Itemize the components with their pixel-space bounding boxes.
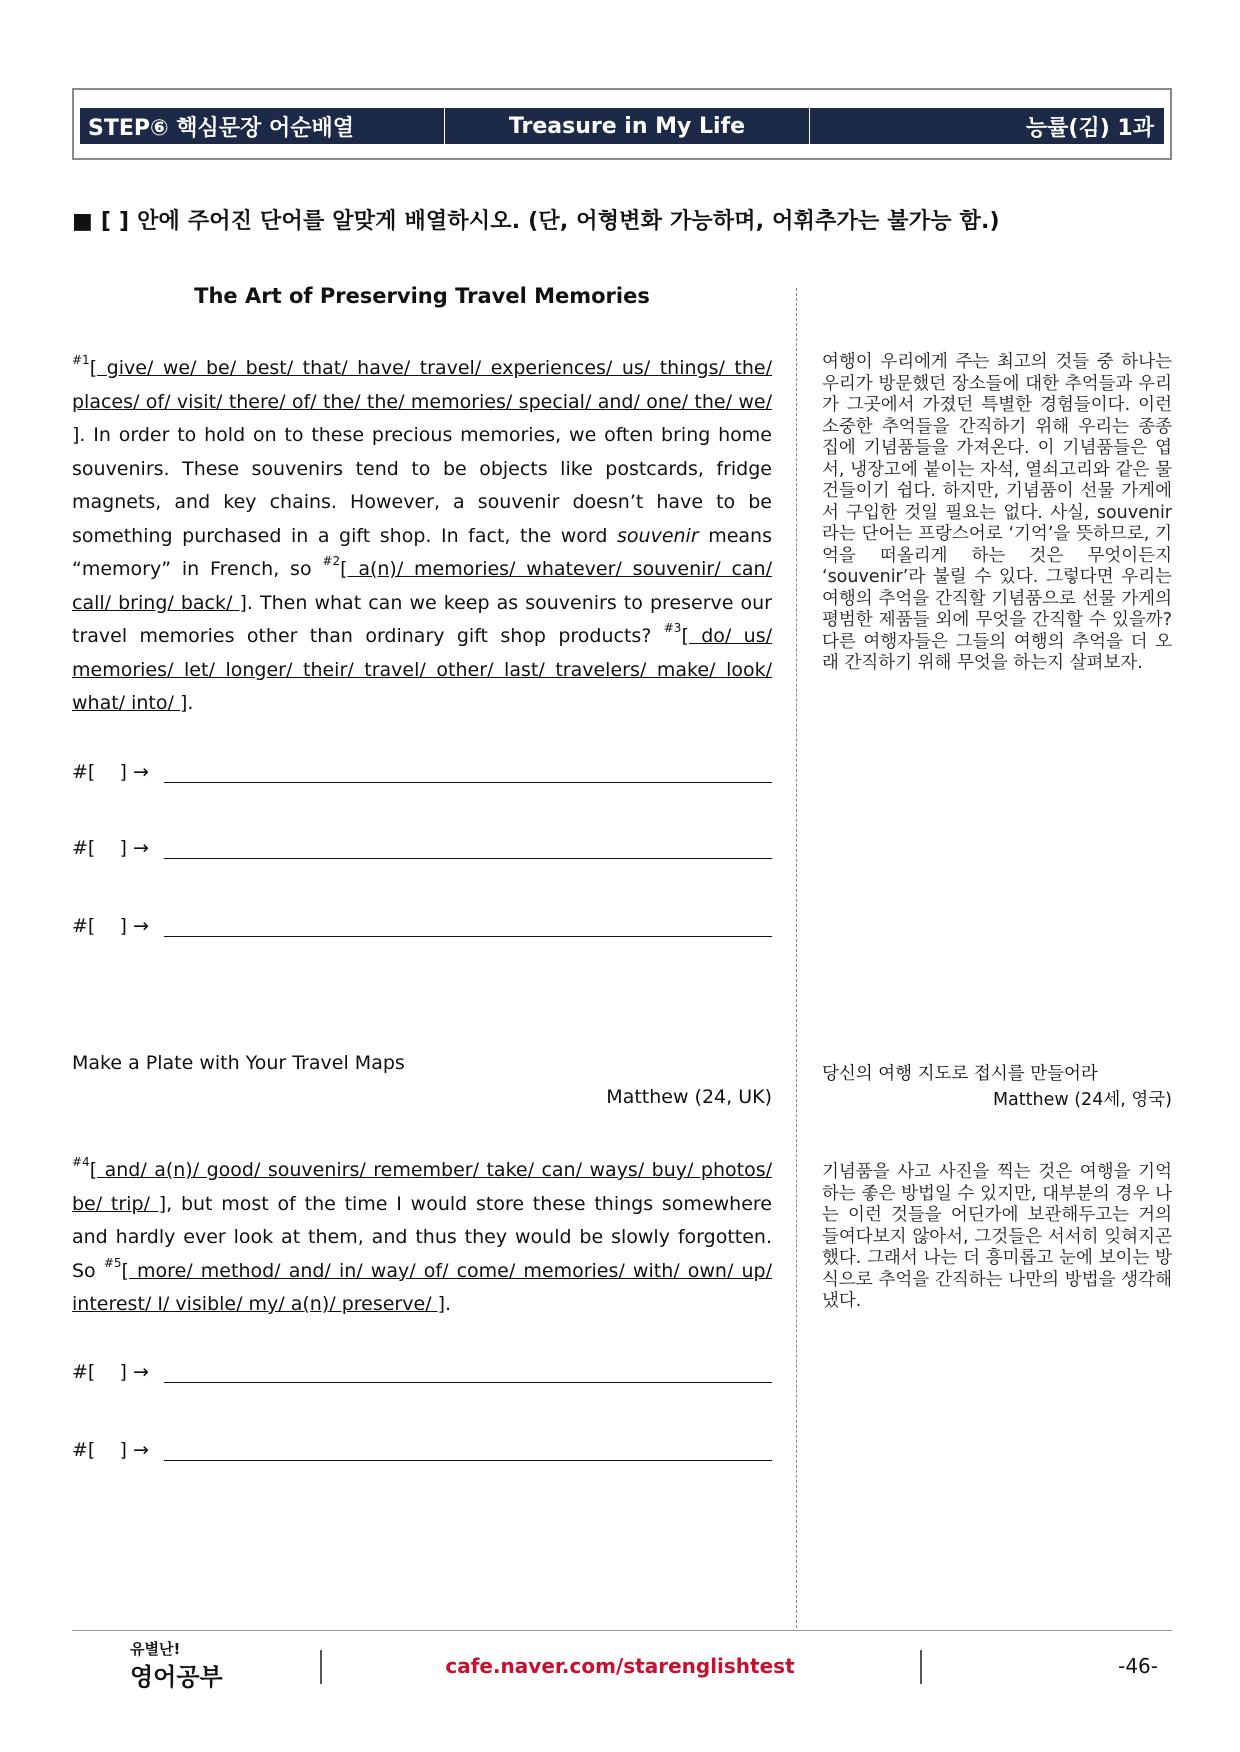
answer-line-3[interactable] bbox=[72, 914, 772, 937]
marker-3: #3 bbox=[663, 621, 682, 635]
marker-4: #4 bbox=[72, 1155, 90, 1169]
footer-url-link[interactable]: cafe.naver.com/starenglishtest bbox=[445, 1654, 795, 1678]
answer-line-4[interactable] bbox=[72, 1360, 772, 1383]
passage2-korean: 기념품을 사고 사진을 찍는 것은 여행을 기억하는 좋은 방법일 수 있지만, 대부분의 경우 나는 이런 것들을 어딘가에 보관해두고는 거의 들여다보지 않아서, 그것들은 서서히 잊혀지곤 했다. 그래서 나는 더 흥미롭고 눈에 보이는 방식으로 추억을 간직하는 나만의 방법을 생각해냈다. bbox=[822, 1162, 1172, 1311]
passage1-text-1: . In order to hold on to these precious memories, we often bring home souvenirs. These souvenirs tend to be objects like postcards, fridge magnets, and key chains. However, a souvenir doesn’t have to be something purchased in a gift shop. In fact, the word bbox=[72, 424, 772, 547]
scramble-4: [ and/ a(n)/ good/ souvenirs/ remember/ take/ can/ ways/ buy/ photos/ be/ trip/ ] bbox=[72, 1159, 772, 1215]
answer-line-1[interactable] bbox=[72, 760, 772, 783]
page-number: -46- bbox=[1118, 1654, 1158, 1678]
header-lesson-title: Treasure in My Life bbox=[445, 108, 810, 144]
passage2-author: Matthew (24, UK) bbox=[606, 1086, 772, 1108]
logo-line-1: 유별난! bbox=[130, 1640, 181, 1658]
scramble-5: [ more/ method/ and/ in/ way/ of/ come/ memories/ with/ own/ up/ interest/ I/ visible/ my/ a(n)/ preserve/ ] bbox=[72, 1259, 772, 1315]
passage1-korean: 여행이 우리에게 주는 최고의 것들 중 하나는 우리가 방문했던 장소들에 대한 추억들과 우리가 그곳에서 가졌던 특별한 경험들이다. 이런 소중한 추억들을 간직하기 위해 우리는 종종 집에 기념품들을 가져온다. 이 기념품들은 엽서, 냉장고에 붙이는 자석, 열쇠고리와 같은 물건들이기 쉽다. 하지만, 기념품이 선물 가게에서 구입한 것일 필요는 없다. 사실, souvenir라는 단어는 프랑스어로 ‘기억’을 뜻하므로, 기억을 떠올리게 하는 것은 무엇이든지 ‘souvenir’라 불릴 수 있다. 그렇다면 우리는 여행의 추억을 간직할 기념품으로 선물 가게의 평범한 제품들 외에 무엇을 간직할 수 있을까? 다른 여행자들은 그들의 여행의 추억을 더 오래 간직하기 위해 무엇을 하는지 살펴보자. bbox=[822, 352, 1172, 673]
passage2-korean-title: 당신의 여행 지도로 접시를 만들어라 bbox=[822, 1064, 1098, 1084]
answer-line-2[interactable] bbox=[72, 836, 772, 859]
answer-label: #[ ] → bbox=[72, 915, 149, 937]
answer-blank[interactable] bbox=[164, 1438, 772, 1461]
answer-blank[interactable] bbox=[164, 914, 772, 937]
passage2-korean-author: Matthew (24세, 영국) bbox=[992, 1090, 1172, 1110]
scramble-2: [ a(n)/ memories/ whatever/ souvenir/ can/ call/ bring/ back/ ] bbox=[72, 558, 772, 614]
footer-separator-right bbox=[920, 1650, 922, 1684]
header-step-label: STEP⑥ 핵심문장 어순배열 bbox=[80, 108, 445, 144]
header-textbook: 능률(김) 1과 bbox=[1025, 115, 1154, 141]
answer-blank[interactable] bbox=[164, 1360, 772, 1383]
answer-label: #[ ] → bbox=[72, 761, 149, 783]
passage2-text-1: , but most of the time I would store these things somewhere and hardly ever look at them, and thus they would be slowly forgotten. So bbox=[72, 1192, 772, 1282]
logo bbox=[130, 1638, 250, 1696]
souvenir-word: souvenir bbox=[617, 524, 699, 547]
instruction: ■ [ ] 안에 주어진 단어를 알맞게 배열하시오. (단, 어형변화 가능하며, 어휘추가는 불가능 함.) bbox=[72, 209, 1000, 234]
passage1-text-2: means “memory” in French, so bbox=[72, 524, 772, 580]
marker-5: #5 bbox=[103, 1255, 122, 1270]
answer-label: #[ ] → bbox=[72, 1439, 149, 1461]
answer-label: #[ ] → bbox=[72, 1361, 149, 1383]
header-bar bbox=[80, 108, 1164, 144]
column-divider bbox=[796, 288, 797, 1628]
passage2-text-2: . bbox=[445, 1293, 452, 1315]
passage1-english bbox=[72, 352, 772, 721]
answer-blank[interactable] bbox=[164, 760, 772, 783]
scramble-3: [ do/ us/ memories/ let/ longer/ their/ travel/ other/ last/ travelers/ make/ look/ what/ into/ ] bbox=[72, 625, 772, 714]
passage2-title: Make a Plate with Your Travel Maps bbox=[72, 1052, 405, 1074]
header-frame bbox=[72, 88, 1172, 160]
answer-line-5[interactable] bbox=[72, 1438, 772, 1461]
answer-label: #[ ] → bbox=[72, 837, 149, 859]
footer-divider bbox=[72, 1630, 1172, 1631]
scramble-1: [ give/ we/ be/ best/ that/ have/ travel/ experiences/ us/ things/ the/ places/ of/ visit/ there/ of/ the/ the/ memories/ special/ and/ one/ the/ we/ ] bbox=[72, 357, 772, 446]
marker-2: #2 bbox=[322, 554, 341, 568]
passage2-english bbox=[72, 1154, 772, 1322]
answer-blank[interactable] bbox=[164, 836, 772, 859]
marker-1: #1 bbox=[72, 353, 90, 367]
logo-line-2: 영어공부 bbox=[130, 1663, 223, 1691]
passage1-text-4: . bbox=[187, 692, 194, 714]
passage1-title: The Art of Preserving Travel Memories bbox=[194, 284, 650, 308]
passage1-text-3: . Then what can we keep as souvenirs to preserve our travel memories other than ordinary gift shop products? bbox=[72, 591, 772, 647]
